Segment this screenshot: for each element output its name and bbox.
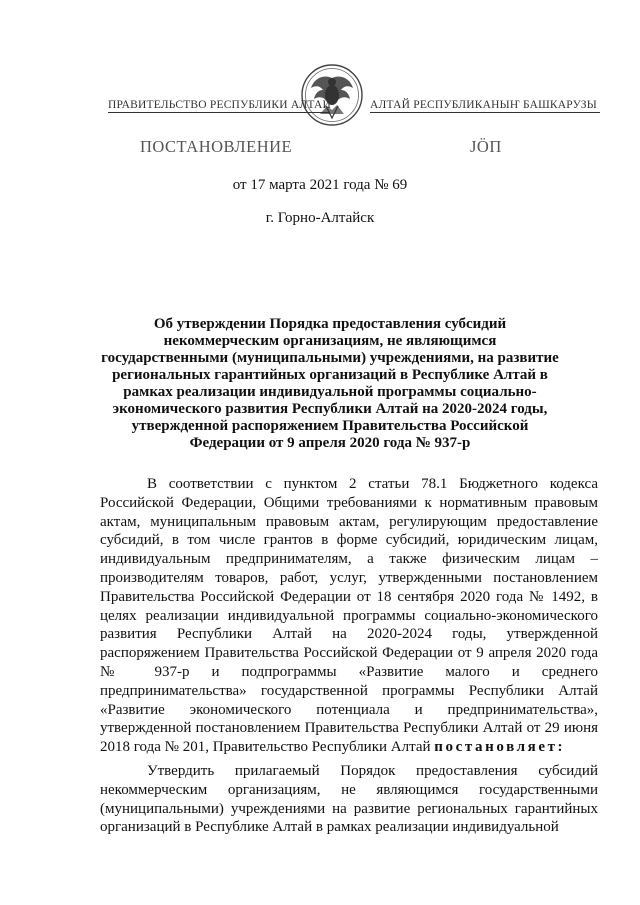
operative-paragraph: Утвердить прилагаемый Порядок предоставления субсидий некоммерческим организациям, не являющимся государственными (муниципальными) учреждениями на развитие региональных гарантийных организаций в Республике Алтай в рамках реализации индивидуальной (100, 763, 598, 836)
government-name-russian: ПРАВИТЕЛЬСТВО РЕСПУБЛИКИ АЛТАЙ (108, 99, 332, 111)
preamble-text: В соответствии с пунктом 2 статьи 78.1 Бюджетного кодекса Российской Федерации, Общими требованиями к нормативным правовым актам, муниципальным правовым актам, регулирующим предоставление субсидий, в том числе грантов в форме субсидий, юридическим лицам, индивидуальным предпринимателям, а также физическим лицам – производителям товаров, работ, услуг, утвержденными постановлением Правительства Российской Федерации от 18 сентября 2020 года № 1492, в целях реализации индивидуальной программы социально-экономического развития Республики Алтай на 2020-2024 годы, утвержденной распоряжением Правительства Российской Федерации от 9 апреля 2020 года № 937-р и подпрограммы «Развитие малого и среднего предпринимательства» государственной программы Республики Алтай «Развитие экономического потенциала и предпринимательства», утвержденной постановлением Правительства Республики Алтай от 29 июня 2018 года № 201, Правительство Республики Алтай (100, 476, 598, 756)
header-rule-right (370, 112, 600, 113)
header-rule-left (108, 112, 330, 113)
document-title: Об утверждении Порядка предоставления субсидий некоммерческим организациям, не являющимся государственными (муниципальными) учреждениями, на развитие региональных гарантийных организаций в Республике Алтай в рамках реализации индивидуальной программы социально-экономического развития Республики Алтай на 2020-2024 годы, утвержденной распоряжением Правительства Российской Федерации от 9 апреля 2020 года № 937-р (101, 316, 559, 451)
coat-of-arms-icon (298, 62, 366, 128)
resolves-keyword: постановляет: (434, 739, 566, 756)
government-name-altai: АЛТАЙ РЕСПУБЛИКАНЫҤ БАШКАРУЗЫ (370, 99, 597, 111)
document-type-altai: ЈÖП (470, 137, 502, 156)
document-date-number: от 17 марта 2021 года № 69 (232, 177, 408, 193)
preamble-paragraph (100, 475, 598, 757)
document-city: г. Горно-Алтайск (265, 210, 375, 226)
document-type-russian: ПОСТАНОВЛЕНИЕ (140, 137, 293, 156)
